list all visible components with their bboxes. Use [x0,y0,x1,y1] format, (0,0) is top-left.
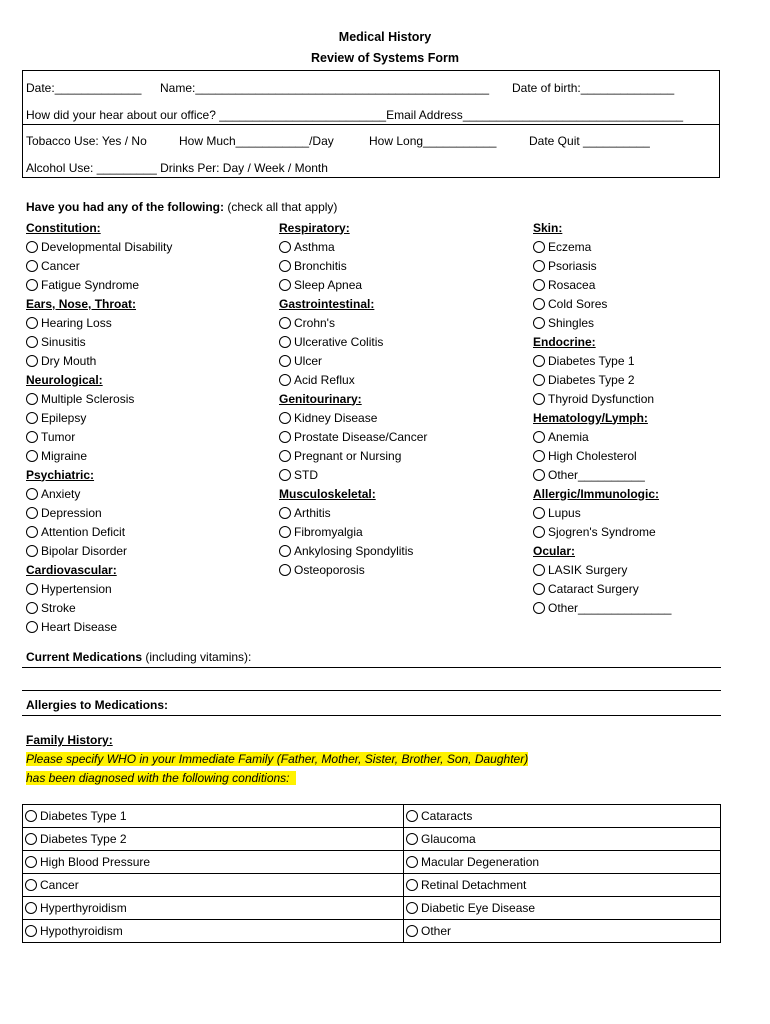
checkbox-other[interactable] [533,465,671,484]
checkbox-sleep-apnea[interactable] [279,275,427,294]
checkbox-label: Rosacea [548,277,596,292]
checklist-intro-note: (check all that apply) [224,200,338,214]
checkbox-osteoporosis[interactable] [279,560,427,579]
family-condition-cell[interactable] [404,828,721,851]
radio-circle-icon[interactable] [533,507,545,519]
checkbox-thyroid-dysfunction[interactable] [533,389,671,408]
radio-circle-icon[interactable] [26,602,38,614]
checkbox-label: Prostate Disease/Cancer [294,429,428,444]
radio-circle-icon[interactable] [279,526,291,538]
radio-circle-icon[interactable] [25,879,37,891]
checkbox-diabetes-type-1[interactable] [533,351,671,370]
section-heading-respiratory: Respiratory: [279,220,350,235]
checkbox-ankylosing-spondylitis[interactable] [279,541,427,560]
checkbox-hearing-loss[interactable] [26,313,172,332]
name-field[interactable] [160,81,489,95]
checkbox-label: Bipolar Disorder [41,543,128,558]
checklist-column-3 [533,218,671,617]
dob-blank[interactable]: ______________ [580,81,675,95]
radio-circle-icon[interactable] [25,856,37,868]
condition-label: High Blood Pressure [40,855,151,869]
checkbox-label: Diabetes Type 2 [548,372,635,387]
checkbox-high-blood-pressure[interactable] [25,852,401,872]
checkbox-anemia[interactable] [533,427,671,446]
radio-circle-icon[interactable] [26,507,38,519]
condition-label: Other [421,924,452,938]
checkbox-lupus[interactable] [533,503,671,522]
checkbox-stroke[interactable] [26,598,172,617]
section-heading-row [533,218,671,237]
checkbox-label: Crohn's [294,315,335,330]
section-heading-row [533,408,671,427]
checkbox-high-cholesterol[interactable] [533,446,671,465]
checkbox-kidney-disease[interactable] [279,408,427,427]
checkbox-label: Asthma [294,239,335,254]
radio-circle-icon[interactable] [406,833,418,845]
radio-circle-icon[interactable] [279,469,291,481]
checkbox-cancer[interactable] [26,256,172,275]
checkbox-label: Bronchitis [294,258,347,273]
checkbox-label: Shingles [548,315,595,330]
radio-circle-icon[interactable] [533,355,545,367]
checklist-column-2 [279,218,427,579]
checkbox-label: Osteoporosis [294,562,365,577]
section-heading-hematology-lymph: Hematology/Lymph: [533,410,648,425]
tobacco-date-quit[interactable]: Date Quit __________ [529,134,650,148]
checkbox-label: Psoriasis [548,258,597,273]
checkbox-acid-reflux[interactable] [279,370,427,389]
condition-label: Cancer [40,878,79,892]
checkbox-label: Pregnant or Nursing [294,448,402,463]
checkbox-label: Cold Sores [548,296,608,311]
radio-circle-icon[interactable] [26,412,38,424]
checkbox-label: Anemia [548,429,589,444]
checkbox-other[interactable] [406,921,718,941]
family-condition-cell[interactable] [404,920,721,943]
checkbox-macular-degeneration[interactable] [406,852,718,872]
radio-circle-icon[interactable] [533,469,545,481]
checkbox-heart-disease[interactable] [26,617,172,636]
checkbox-label: Sjogren's Syndrome [548,524,656,539]
checkbox-cataracts[interactable] [406,806,718,826]
checkbox-arthitis[interactable] [279,503,427,522]
checkbox-multiple-sclerosis[interactable] [26,389,172,408]
checkbox-retinal-detachment[interactable] [406,875,718,895]
radio-circle-icon[interactable] [26,279,38,291]
section-heading-row [279,484,427,503]
checkbox-label: Depression [41,505,102,520]
family-history-heading: Family History: [26,733,113,747]
section-heading-constitution: Constitution: [26,220,101,235]
family-instruction-text-1: Please specify WHO in your Immediate Family (Father, Mother, Sister, Brother, Son, Daughter) [26,752,529,766]
dob-field[interactable] [512,81,674,95]
condition-label: Diabetes Type 1 [40,809,127,823]
radio-circle-icon[interactable] [533,374,545,386]
checkbox-label: Multiple Sclerosis [41,391,135,406]
family-condition-cell[interactable] [23,828,404,851]
checkbox-pregnant-or-nursing[interactable] [279,446,427,465]
family-condition-cell[interactable] [404,851,721,874]
checkbox-label: Fatigue Syndrome [41,277,140,292]
family-condition-cell[interactable] [23,874,404,897]
checkbox-label: Stroke [41,600,76,615]
checkbox-label: Hypertension [41,581,112,596]
radio-circle-icon[interactable] [533,279,545,291]
page-subtitle: Review of Systems Form [311,51,459,65]
radio-circle-icon[interactable] [26,317,38,329]
section-heading-ocular: Ocular: [533,543,576,558]
checkbox-attention-deficit[interactable] [26,522,172,541]
checkbox-label: Heart Disease [41,619,118,634]
radio-circle-icon[interactable] [279,241,291,253]
radio-circle-icon[interactable] [406,925,418,937]
checkbox-label: LASIK Surgery [548,562,628,577]
radio-circle-icon[interactable] [279,450,291,462]
condition-label: Cataracts [421,809,473,823]
family-instruction-text-2: has been diagnosed with the following conditions: [26,771,290,785]
checkbox-label: Ulcer [294,353,323,368]
family-condition-cell[interactable] [404,897,721,920]
family-instruction-line-1 [26,752,528,766]
checkbox-label: Fibromyalgia [294,524,363,539]
checkbox-label: Lupus [548,505,581,520]
checkbox-fibromyalgia[interactable] [279,522,427,541]
radio-circle-icon[interactable] [26,431,38,443]
radio-circle-icon[interactable] [279,374,291,386]
family-condition-cell[interactable] [23,805,404,828]
checkbox-cold-sores[interactable] [533,294,671,313]
checkbox-label: Dry Mouth [41,353,97,368]
checkbox-label: Anxiety [41,486,81,501]
condition-label: Hypothyroidism [40,924,123,938]
table-row [23,920,721,943]
checkbox-other[interactable] [533,598,671,617]
email-label: Email Address [386,108,463,122]
radio-circle-icon[interactable] [25,902,37,914]
table-row [23,897,721,920]
checkbox-anxiety[interactable] [26,484,172,503]
section-heading-neurological: Neurological: [26,372,103,387]
radio-circle-icon[interactable] [279,507,291,519]
radio-circle-icon[interactable] [406,810,418,822]
checkbox-bipolar-disorder[interactable] [26,541,172,560]
radio-circle-icon[interactable] [26,450,38,462]
checkbox-label: Ulcerative Colitis [294,334,384,349]
section-heading-row [26,560,172,579]
radio-circle-icon[interactable] [279,355,291,367]
condition-label: Diabetic Eye Disease [421,901,536,915]
checkbox-eczema[interactable] [533,237,671,256]
medications-line-1[interactable] [22,667,721,668]
radio-circle-icon[interactable] [533,526,545,538]
radio-circle-icon[interactable] [533,298,545,310]
checkbox-label: Developmental Disability [41,239,173,254]
checkbox-asthma[interactable] [279,237,427,256]
section-heading-psychiatric: Psychiatric: [26,467,95,482]
family-history-table [22,804,721,943]
checkbox-label: Eczema [548,239,592,254]
section-heading-endocrine: Endocrine: [533,334,596,349]
condition-label: Hyperthyroidism [40,901,127,915]
checkbox-migraine[interactable] [26,446,172,465]
section-heading-row [279,294,427,313]
table-row [23,805,721,828]
referral-field[interactable] [26,108,683,122]
condition-label: Glaucoma [421,832,476,846]
checkbox-lasik-surgery[interactable] [533,560,671,579]
radio-circle-icon[interactable] [533,583,545,595]
checkbox-label: Tumor [41,429,76,444]
radio-circle-icon[interactable] [26,488,38,500]
family-condition-cell[interactable] [23,920,404,943]
checkbox-label: Thyroid Dysfunction [548,391,655,406]
checklist-column-1 [26,218,172,636]
checkbox-label: Diabetes Type 1 [548,353,635,368]
family-instruction-line-2 [26,771,296,785]
checkbox-label: Ankylosing Spondylitis [294,543,414,558]
name-blank[interactable]: ____________________________________________ [195,81,489,95]
medications-label-bold: Current Medications [26,650,143,664]
checkbox-label: Attention Deficit [41,524,126,539]
date-blank[interactable]: _____________ [54,81,142,95]
section-heading-cardiovascular: Cardiovascular: [26,562,117,577]
section-heading-musculoskeletal: Musculoskeletal: [279,486,376,501]
radio-circle-icon[interactable] [26,621,38,633]
checkbox-std[interactable] [279,465,427,484]
radio-circle-icon[interactable] [25,810,37,822]
radio-circle-icon[interactable] [406,902,418,914]
checklist-intro [26,200,337,214]
checkbox-cancer[interactable] [25,875,401,895]
section-heading-row [533,541,671,560]
alcohol-use[interactable]: Alcohol Use: _________ Drinks Per: Day / Week / Month [26,161,328,175]
checkbox-diabetes-type-2[interactable] [25,829,401,849]
radio-circle-icon[interactable] [279,260,291,272]
checkbox-rosacea[interactable] [533,275,671,294]
radio-circle-icon[interactable] [533,393,545,405]
checkbox-ulcer[interactable] [279,351,427,370]
section-heading-row [26,370,172,389]
dob-label: Date of birth: [512,81,581,95]
referral-blank[interactable]: _________________________ [219,108,387,122]
checkbox-label: Cancer [41,258,80,273]
radio-circle-icon[interactable] [279,431,291,443]
checkbox-hyperthyroidism[interactable] [25,898,401,918]
section-heading-row [533,484,671,503]
checkbox-bronchitis[interactable] [279,256,427,275]
checkbox-diabetes-type-2[interactable] [533,370,671,389]
condition-label: Retinal Detachment [421,878,527,892]
checkbox-dry-mouth[interactable] [26,351,172,370]
checkbox-label: Sleep Apnea [294,277,363,292]
date-field[interactable] [26,81,141,95]
section-heading-row [26,465,172,484]
medications-label [26,650,251,664]
checkbox-hypertension[interactable] [26,579,172,598]
checkbox-hypothyroidism[interactable] [25,921,401,941]
checkbox-sinusitis[interactable] [26,332,172,351]
section-heading-ears-nose-throat: Ears, Nose, Throat: [26,296,137,311]
radio-circle-icon[interactable] [279,336,291,348]
checkbox-psoriasis[interactable] [533,256,671,275]
tobacco-use[interactable]: Tobacco Use: Yes / No [26,134,147,148]
radio-circle-icon[interactable] [533,241,545,253]
radio-circle-icon[interactable] [533,450,545,462]
checkbox-label: Other______________ [548,600,672,615]
checkbox-ulcerative-colitis[interactable] [279,332,427,351]
checkbox-fatigue-syndrome[interactable] [26,275,172,294]
checkbox-sjogren-s-syndrome[interactable] [533,522,671,541]
checkbox-label: High Cholesterol [548,448,637,463]
medications-label-note: (including vitamins): [142,650,252,664]
checkbox-label: Epilepsy [41,410,87,425]
family-condition-cell[interactable] [404,874,721,897]
checkbox-label: Kidney Disease [294,410,378,425]
checkbox-diabetes-type-1[interactable] [25,806,401,826]
section-heading-row [26,294,172,313]
divider [22,124,720,125]
radio-circle-icon[interactable] [26,545,38,557]
medications-line-2[interactable] [22,690,721,691]
radio-circle-icon[interactable] [26,393,38,405]
checkbox-developmental-disability[interactable] [26,237,172,256]
radio-circle-icon[interactable] [26,241,38,253]
checkbox-crohn-s[interactable] [279,313,427,332]
allergies-label: Allergies to Medications: [26,698,169,712]
radio-circle-icon[interactable] [279,279,291,291]
referral-label: How did your hear about our office? [26,108,216,122]
tobacco-how-long[interactable]: How Long___________ [369,134,497,148]
radio-circle-icon[interactable] [25,833,37,845]
section-heading-row [279,218,427,237]
section-heading-row [279,389,427,408]
checkbox-label: Sinusitis [41,334,86,349]
section-heading-genitourinary: Genitourinary: [279,391,362,406]
condition-label: Diabetes Type 2 [40,832,127,846]
page-title: Medical History [338,30,432,44]
radio-circle-icon[interactable] [533,564,545,576]
allergies-line[interactable] [22,715,721,716]
section-heading-row [26,218,172,237]
family-condition-cell[interactable] [23,851,404,874]
radio-circle-icon[interactable] [533,602,545,614]
checkbox-epilepsy[interactable] [26,408,172,427]
radio-circle-icon[interactable] [406,879,418,891]
radio-circle-icon[interactable] [279,545,291,557]
tobacco-how-much[interactable]: How Much___________/Day [179,134,334,148]
radio-circle-icon[interactable] [26,260,38,272]
section-heading-allergic-immunologic: Allergic/Immunologic: [533,486,660,501]
section-heading-skin: Skin: [533,220,563,235]
condition-label: Macular Degeneration [421,855,540,869]
checkbox-label: Acid Reflux [294,372,355,387]
checklist-intro-bold: Have you had any of the following: [26,200,225,214]
radio-circle-icon[interactable] [26,583,38,595]
radio-circle-icon[interactable] [533,431,545,443]
checkbox-label: STD [294,467,318,482]
checkbox-tumor[interactable] [26,427,172,446]
radio-circle-icon[interactable] [533,260,545,272]
date-label: Date: [26,81,55,95]
radio-circle-icon[interactable] [279,412,291,424]
radio-circle-icon[interactable] [533,317,545,329]
checkbox-depression[interactable] [26,503,172,522]
checkbox-prostate-disease-cancer[interactable] [279,427,427,446]
checkbox-label: Cataract Surgery [548,581,639,596]
radio-circle-icon[interactable] [406,856,418,868]
radio-circle-icon[interactable] [26,355,38,367]
radio-circle-icon[interactable] [26,336,38,348]
section-heading-row [533,332,671,351]
checkbox-cataract-surgery[interactable] [533,579,671,598]
table-row [23,828,721,851]
checkbox-glaucoma[interactable] [406,829,718,849]
table-row [23,851,721,874]
email-blank[interactable]: _________________________________ [462,108,684,122]
checkbox-label: Migraine [41,448,88,463]
checkbox-label: Other__________ [548,467,645,482]
radio-circle-icon[interactable] [279,317,291,329]
checkbox-label: Hearing Loss [41,315,112,330]
section-heading-gastrointestinal: Gastrointestinal: [279,296,375,311]
checkbox-label: Arthitis [294,505,331,520]
radio-circle-icon[interactable] [25,925,37,937]
radio-circle-icon[interactable] [26,526,38,538]
checkbox-diabetic-eye-disease[interactable] [406,898,718,918]
name-label: Name: [160,81,196,95]
checkbox-shingles[interactable] [533,313,671,332]
radio-circle-icon[interactable] [279,564,291,576]
family-condition-cell[interactable] [404,805,721,828]
family-condition-cell[interactable] [23,897,404,920]
table-row [23,874,721,897]
